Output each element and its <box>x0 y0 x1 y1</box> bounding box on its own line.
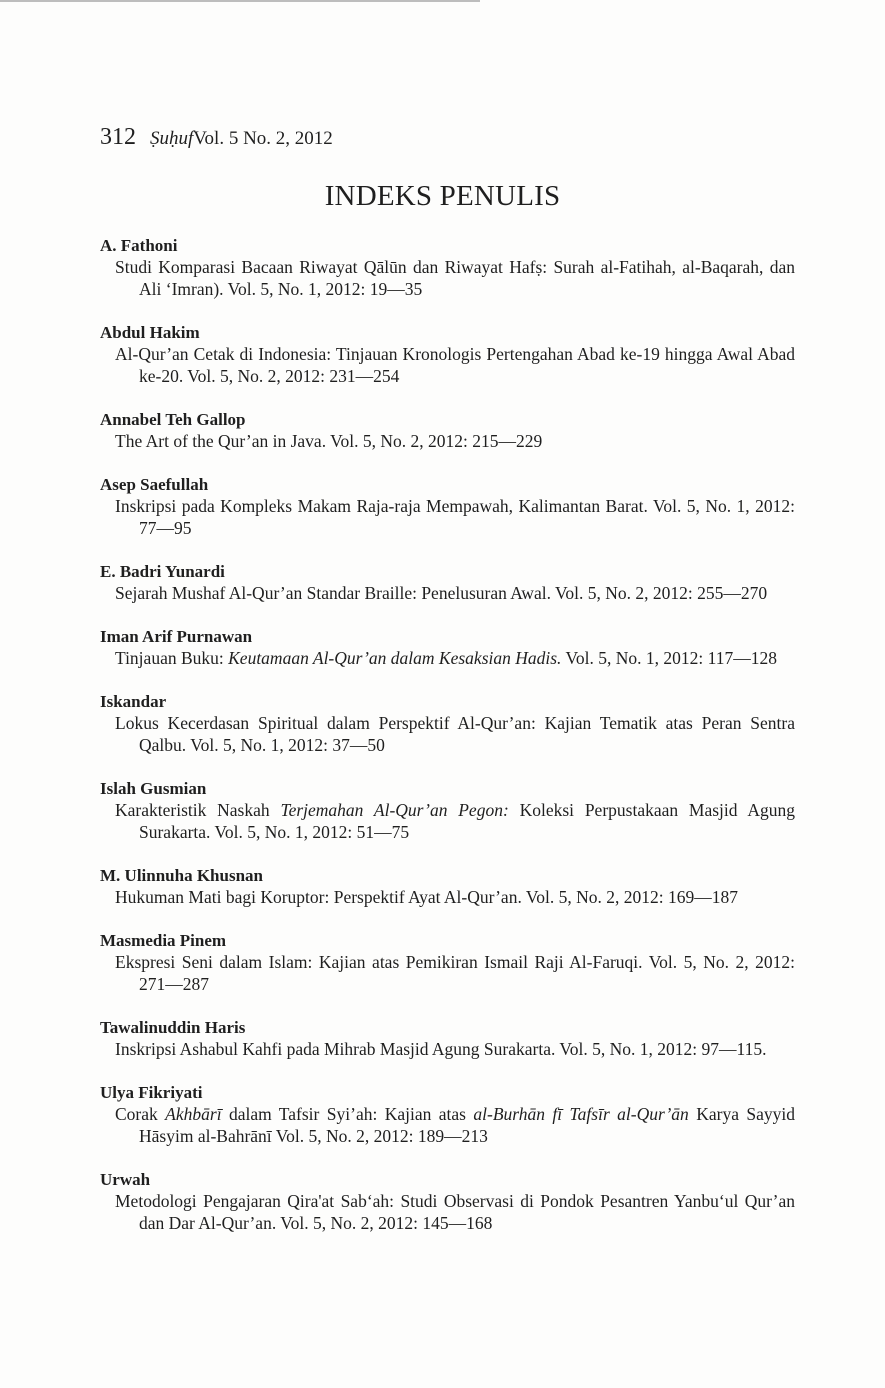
page-title: INDEKS PENULIS <box>324 180 561 212</box>
reference-text: Vol. 5, No. 1, 2012: 117—128 <box>561 648 777 668</box>
article-reference <box>115 951 795 995</box>
index-entry <box>100 1170 795 1234</box>
top-rule <box>0 0 480 2</box>
article-reference <box>115 582 795 604</box>
reference-text: dalam Tafsir Syi’ah: Kajian atas <box>221 1104 474 1124</box>
reference-text: Lokus Kecerdasan Spiritual dalam Perspektif Al-Qur’an: Kajian Tematik atas Peran Sentra Qalbu. Vol. 5, No. 1, 2012: 37—50 <box>115 713 795 755</box>
article-reference <box>115 1038 795 1060</box>
article-reference <box>115 712 795 756</box>
article-reference <box>115 1190 795 1234</box>
index-entry <box>100 692 795 756</box>
volume-info: Vol. 5 No. 2, 2012 <box>193 128 333 149</box>
reference-text: Koleksi Perpustakaan Masjid Agung Surakarta. Vol. 5, No. 1, 2012: 51—75 <box>139 800 795 842</box>
index-entry <box>100 866 795 908</box>
reference-text: Ekspresi Seni dalam Islam: Kajian atas Pemikiran Ismail Raji Al-Faruqi. Vol. 5, No. 2, 2012: 271—287 <box>115 952 795 994</box>
journal-name: Ṣuḥuf <box>150 128 194 149</box>
reference-title-italic: Terjemahan Al-Qur’an Pegon: <box>280 800 509 820</box>
article-reference <box>115 1103 795 1147</box>
author-name: Tawalinuddin Haris <box>100 1018 246 1037</box>
reference-text: The Art of the Qur’an in Java. Vol. 5, No. 2, 2012: 215—229 <box>115 431 543 451</box>
article-reference <box>115 343 795 387</box>
index-entry <box>100 236 795 300</box>
author-name: Islah Gusmian <box>100 779 207 798</box>
author-name: Masmedia Pinem <box>100 931 227 950</box>
author-index-list <box>100 236 795 1257</box>
reference-text: Studi Komparasi Bacaan Riwayat Qālūn dan Riwayat Hafṣ: Surah al-Fatihah, al-Baqarah, dan Ali ‘Imran). Vol. 5, No. 1, 2012: 19—35 <box>115 257 795 299</box>
article-reference <box>115 799 795 843</box>
reference-term-italic: Akhbārī <box>165 1104 222 1124</box>
article-reference <box>115 647 795 669</box>
author-name: Iman Arif Purnawan <box>100 627 253 646</box>
reference-title-italic: al-Burhān fī Tafsīr al-Qur’ān <box>473 1104 689 1124</box>
index-entry <box>100 410 795 452</box>
author-name: Urwah <box>100 1170 151 1189</box>
reference-text: Corak <box>115 1104 166 1124</box>
author-name: Ulya Fikriyati <box>100 1083 203 1102</box>
index-entry <box>100 627 795 669</box>
reference-text: Al-Qur’an Cetak di Indonesia: Tinjauan Kronologis Pertengahan Abad ke-19 hingga Awal Abad ke-20. Vol. 5, No. 2, 2012: 231—254 <box>115 344 795 386</box>
reference-title-italic: Keutamaan Al-Qur’an dalam Kesaksian Hadis. <box>228 648 562 668</box>
index-entry <box>100 323 795 387</box>
reference-text: Metodologi Pengajaran Qira'at Sab‘ah: Studi Observasi di Pondok Pesantren Yanbu‘ul Qur’an dan Dar Al-Qur’an. Vol. 5, No. 2, 2012: 145—168 <box>115 1191 795 1233</box>
article-reference <box>115 430 795 452</box>
index-entry <box>100 931 795 995</box>
index-entry <box>100 475 795 539</box>
index-entry <box>100 1083 795 1147</box>
index-entry <box>100 779 795 843</box>
author-name: Iskandar <box>100 692 167 711</box>
author-name: Annabel Teh Gallop <box>100 410 246 429</box>
index-entry <box>100 1018 795 1060</box>
article-reference <box>115 886 795 908</box>
author-name: Asep Saefullah <box>100 475 209 494</box>
article-reference <box>115 495 795 539</box>
reference-text: Tinjauan Buku: <box>115 648 229 668</box>
author-name: A. Fathoni <box>100 236 178 255</box>
reference-text: Karakteristik Naskah <box>115 800 281 820</box>
article-reference <box>115 256 795 300</box>
author-name: M. Ulinnuha Khusnan <box>100 866 263 885</box>
reference-text: Inskripsi Ashabul Kahfi pada Mihrab Masjid Agung Surakarta. Vol. 5, No. 1, 2012: 97—115. <box>115 1039 767 1059</box>
running-head <box>100 124 333 151</box>
author-name: Abdul Hakim <box>100 323 200 342</box>
reference-text: Inskripsi pada Kompleks Makam Raja-raja Mempawah, Kalimantan Barat. Vol. 5, No. 1, 2012: 77—95 <box>115 496 795 538</box>
reference-text: Hukuman Mati bagi Koruptor: Perspektif Ayat Al-Qur’an. Vol. 5, No. 2, 2012: 169—187 <box>115 887 738 907</box>
page-number: 312 <box>100 124 136 150</box>
author-name: E. Badri Yunardi <box>100 562 225 581</box>
index-entry <box>100 562 795 604</box>
reference-text: Karya Sayyid Hāsyim al-Bahrānī Vol. 5, No. 2, 2012: 189—213 <box>139 1104 795 1146</box>
reference-text: Sejarah Mushaf Al-Qur’an Standar Braille: Penelusuran Awal. Vol. 5, No. 2, 2012: 255—270 <box>115 583 768 603</box>
